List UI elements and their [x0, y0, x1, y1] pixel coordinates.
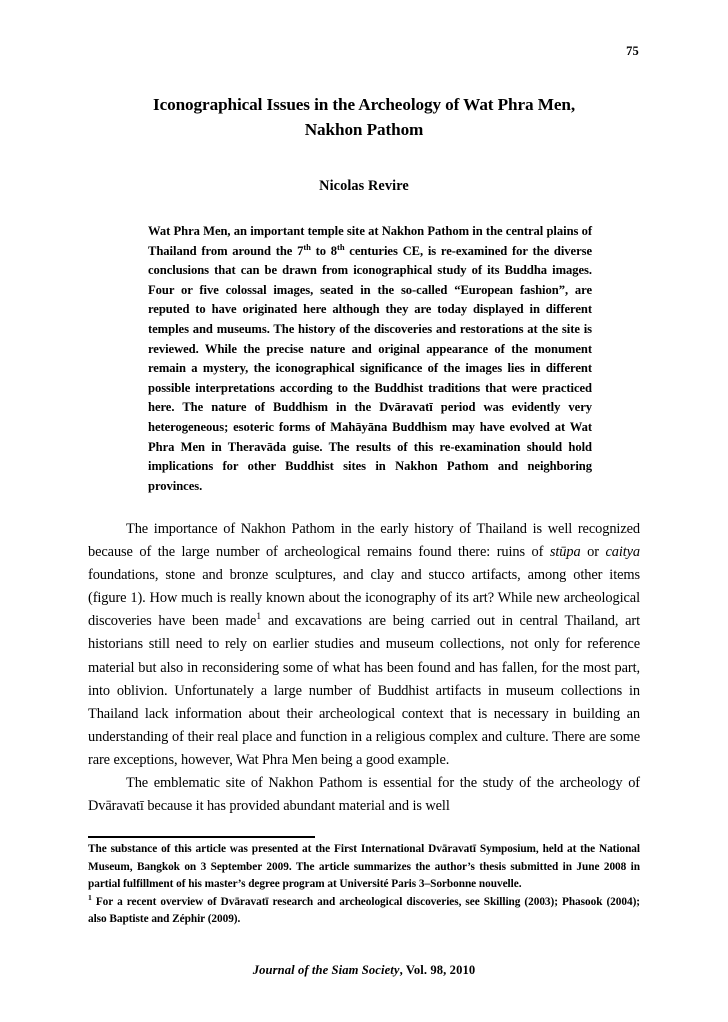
abstract-seg-1: Wat Phra Men, an important temple site at Nakhon Pathom in the central plains of Thailand from around the 7: [148, 224, 592, 258]
body-paragraph-2: [88, 772, 640, 818]
footnotes: [88, 841, 640, 929]
page-number: 75: [626, 44, 639, 58]
abstract: [148, 222, 592, 496]
journal-name: Journal of the Siam Society: [252, 963, 400, 977]
body-p2-text: The emblematic site of Nakhon Pathom is essential for the study of the archeology of Dvāravatī because it has provided abundant material and is well: [88, 775, 640, 815]
body-paragraph-1: [88, 518, 640, 772]
author-name: Nicolas Revire: [319, 178, 409, 194]
page-title: [88, 92, 640, 142]
body-p1-seg-a: The importance of Nakhon Pathom in the early history of Thailand is well recognized because of the large number of archeological remains found there: ruins of: [88, 521, 640, 561]
abstract-seg-3: centuries CE, is re-examined for the diverse conclusions that can be drawn from iconographical study of its Buddha images. Four or five colossal images, seated in the so-called “European fashion”, are reputed to have originated here although they are today displayed in different temples and museums. The history of the discoveries and restorations at the site is reviewed. While the precise nature and original appearance of the monument remain a mystery, the iconographical significance of the images lies in different possible interpretations according to the Buddhist traditions that were practiced here. The nature of Buddhism in the Dvāravatī period was evidently very heterogeneous; esoteric forms of Mahāyāna Buddhism may have evolved at Wat Phra Men in Theravāda guise. The results of this re-examination should hold implications for other Buddhist sites in Nakhon Pathom and neighboring provinces.: [148, 243, 592, 493]
footnote-1: [88, 894, 640, 929]
footnote-separator-rule: [88, 836, 315, 838]
body-p1-seg-b: or: [580, 544, 606, 561]
abstract-superscript-7th: th: [303, 241, 311, 252]
footnote-reference-1[interactable]: 1: [256, 611, 262, 623]
footnote-1-marker: 1: [88, 893, 92, 903]
abstract-superscript-8th: th: [337, 241, 345, 252]
term-stupa: stūpa: [549, 544, 581, 561]
body-p1-seg-d: and excavations are being carried out in central Thailand, art historians still need to rely on earlier studies and museum collections, not only for reference material but also in reconsidering some of what has been found and has fallen, for the most part, into oblivion. Unfortunately a large number of Buddhist artifacts in museum collections in Thailand lack information about their archeological context that is necessary in building an understanding of their real place and function in a religious complex and culture. There are some rare exceptions, however, Wat Phra Men being a good example.: [88, 613, 641, 768]
abstract-seg-2: to 8: [310, 243, 338, 258]
body-p1-seg-c: foundations, stone and bronze sculptures, and clay and stucco artifacts, among other items (figure 1). How much is really known about the iconography of its art? While new archeological discoveries have been made: [88, 567, 640, 630]
title-block: [88, 92, 640, 195]
journal-footer: [88, 963, 640, 978]
journal-issue: , Vol. 98, 2010: [399, 963, 476, 977]
footnote-unnumbered: The substance of this article was presented at the First International Dvāravatī Symposium, held at the National Museum, Bangkok on 3 September 2009. The article summarizes the author’s thesis submitted in June 2008 in partial fulfillment of his master’s degree program at Université Paris 3–Sorbonne nouvelle.: [88, 843, 640, 891]
article-title-line-1: Iconographical Issues in the Archeology of Wat Phra Men,: [152, 95, 576, 114]
term-caitya: caitya: [605, 544, 640, 561]
footnote-1-text: For a recent overview of Dvāravatī research and archeological discoveries, see Skilling (2003); Phasook (2004); also Baptiste and Zéphir (2009).: [88, 895, 640, 926]
article-title-line-2: Nakhon Pathom: [304, 120, 424, 139]
